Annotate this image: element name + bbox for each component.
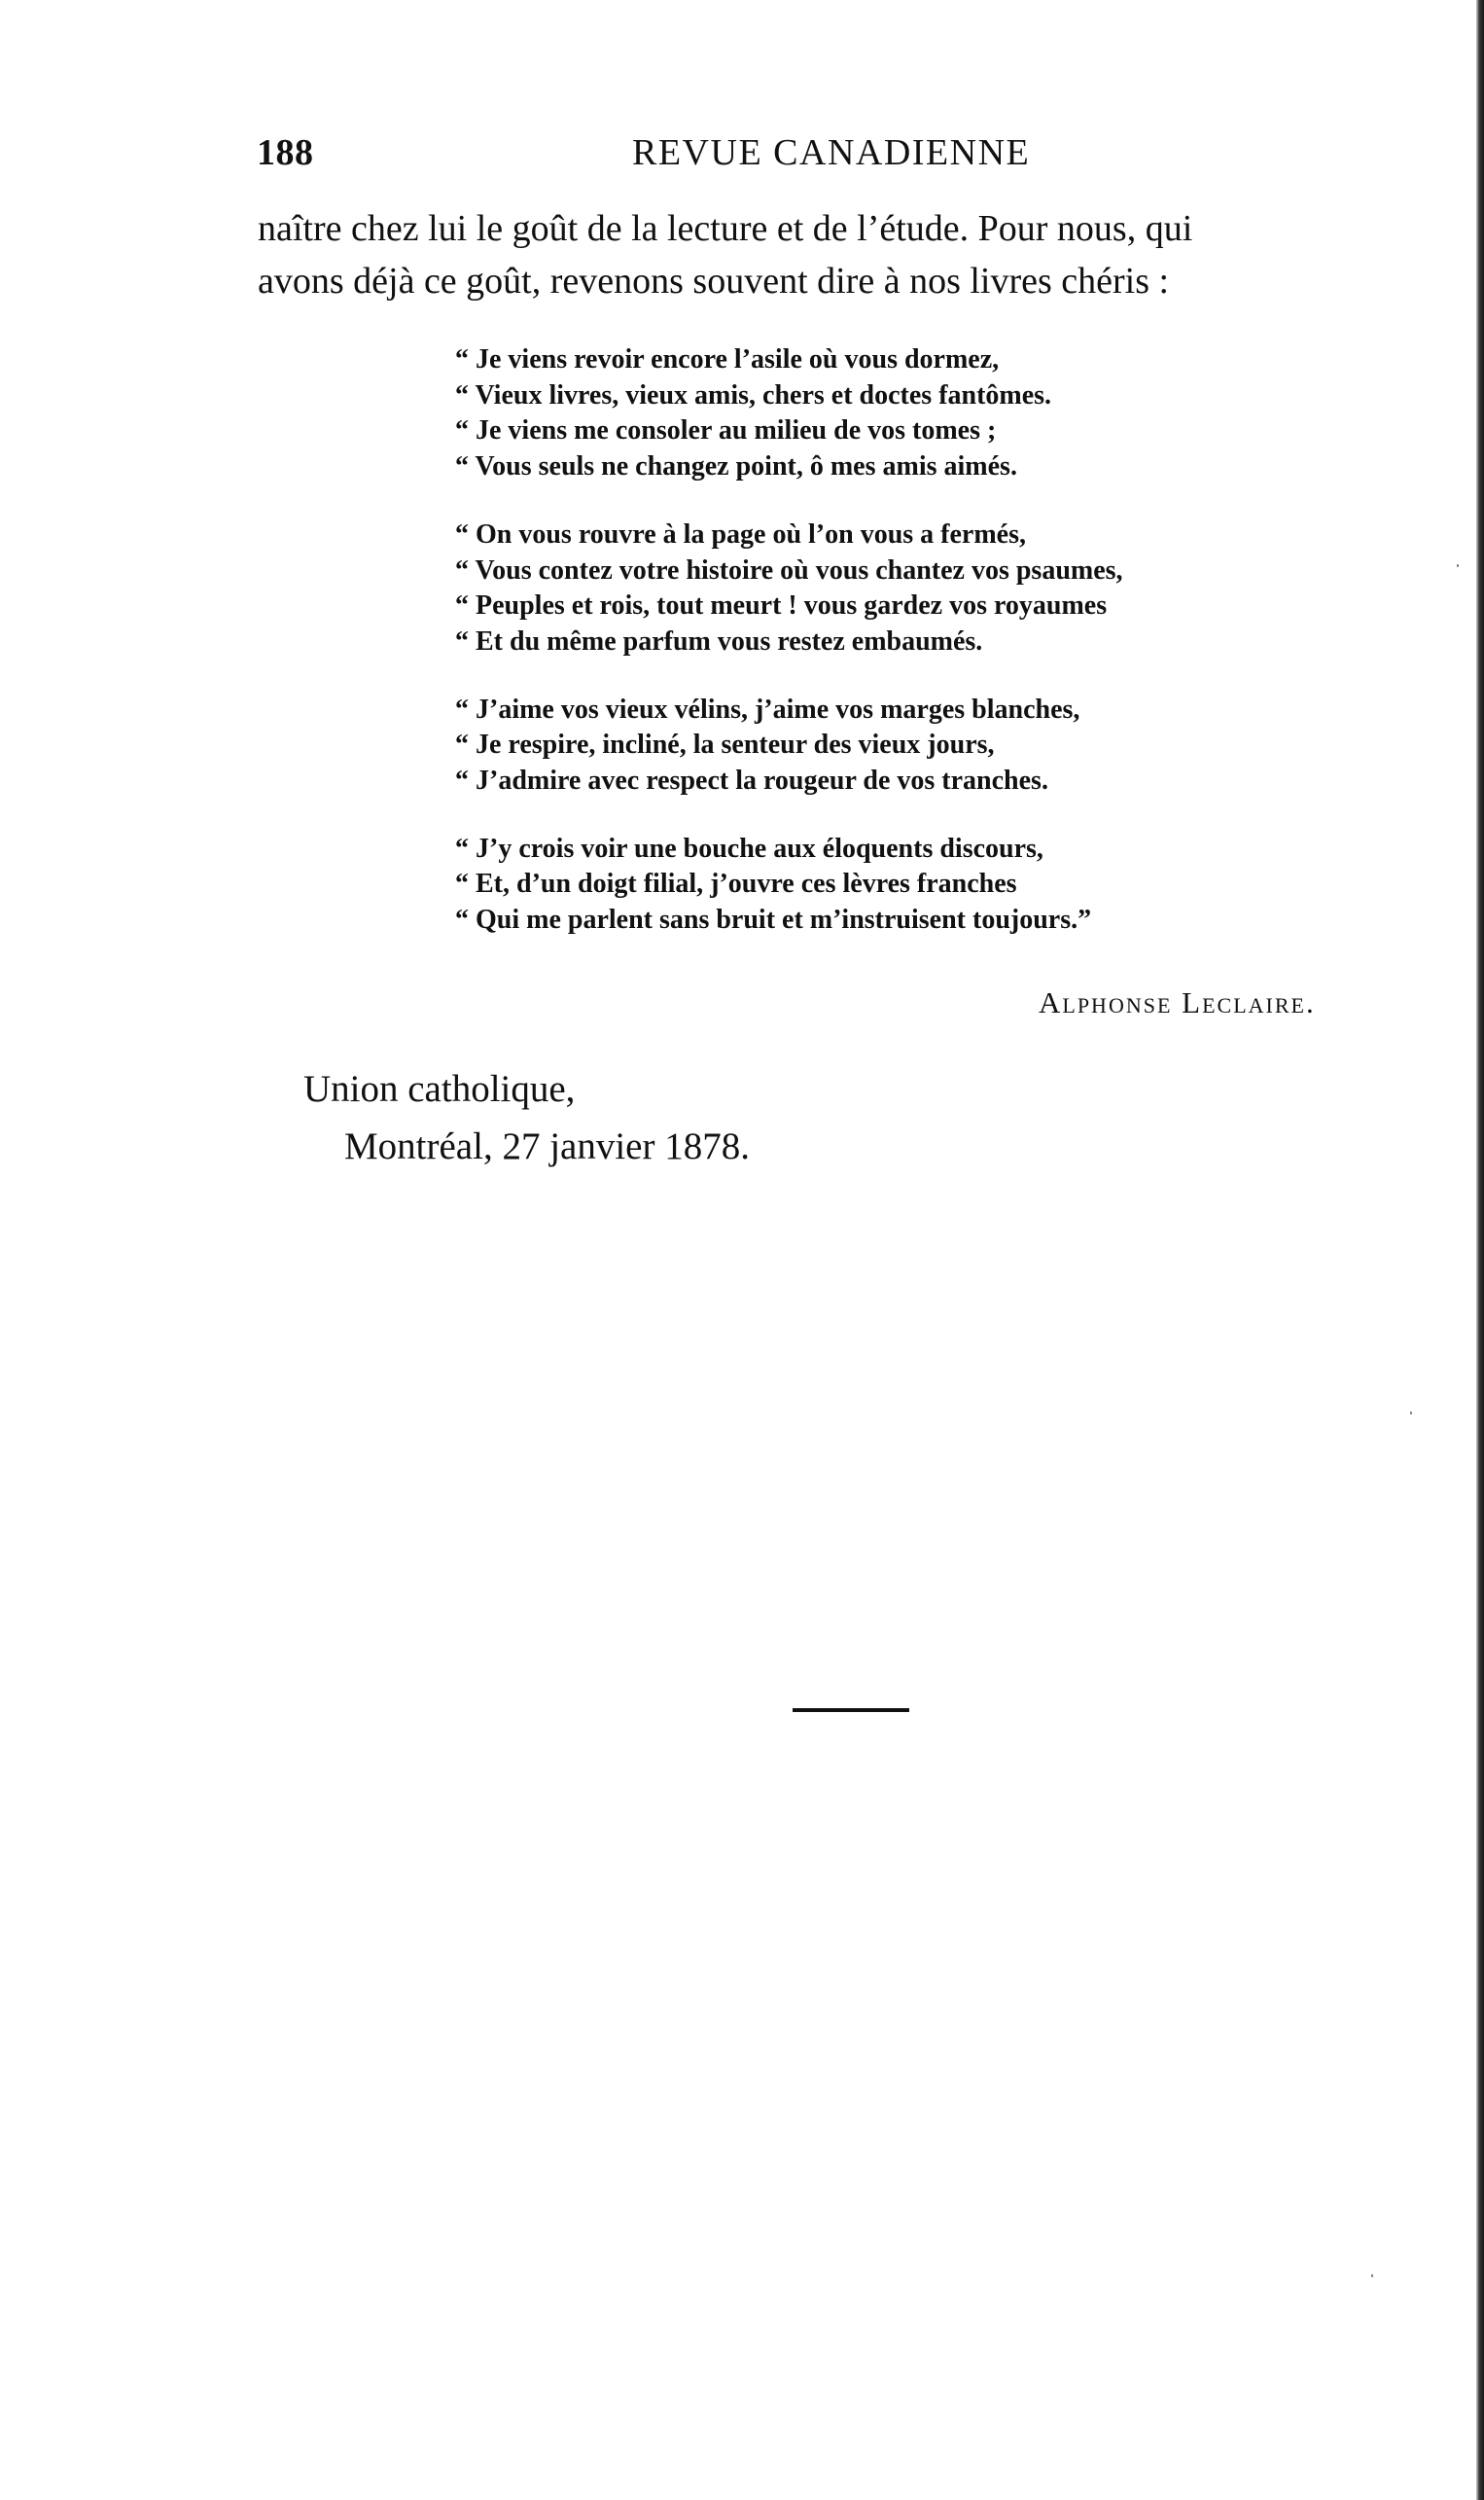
page-number: 188 — [257, 132, 314, 173]
poem — [455, 342, 1123, 971]
poem-stanza-3 — [455, 693, 1123, 800]
end-rule-divider — [793, 1708, 909, 1712]
poem-verse: “ Qui me parlent sans bruit et m’instruisent toujours.” — [455, 905, 1092, 936]
poem-stanza-2 — [455, 518, 1123, 661]
poem-verse: “ J’aime vos vieux vélins, j’aime vos marges blanches, — [455, 694, 1080, 725]
poem-verse: “ Vous seuls ne changez point, ô mes amis aimés. — [455, 451, 1017, 482]
page-edge — [1476, 0, 1484, 2500]
running-head: REVUE CANADIENNE — [632, 132, 1031, 173]
prose-line: naître chez lui le goût de la lecture et de l’étude. Pour nous, qui — [258, 208, 1193, 249]
print-speck — [1371, 2274, 1373, 2277]
poem-verse: “ Et du même parfum vous restez embaumés. — [455, 625, 983, 657]
poem-verse: “ Je viens me consoler au milieu de vos tomes ; — [455, 415, 997, 446]
poem-stanza-4 — [455, 832, 1123, 939]
prose-line: avons déjà ce goût, revenons souvent dire à nos livres chéris : — [258, 261, 1170, 302]
poem-verse: “ J’y crois voir une bouche aux éloquents discours, — [455, 833, 1043, 864]
poem-verse: “ Vous contez votre histoire où vous chantez vos psaumes, — [455, 554, 1123, 586]
dateline-publication: Union catholique, — [303, 1068, 576, 1110]
poem-verse: “ Peuples et rois, tout meurt ! vous gardez vos royaumes — [455, 590, 1108, 622]
poem-stanza-1 — [455, 342, 1123, 485]
prose-paragraph — [258, 202, 1415, 307]
poem-verse: “ Je respire, incliné, la senteur des vieux jours, — [455, 730, 995, 761]
print-speck — [1457, 564, 1459, 567]
poem-verse: “ Et, d’un doigt filial, j’ouvre ces lèvres franches — [455, 869, 1017, 900]
author-signature: Alphonse Leclaire. — [1039, 985, 1316, 1019]
poem-verse: “ Je viens revoir encore l’asile où vous dormez, — [455, 344, 1000, 375]
poem-verse: “ Vieux livres, vieux amis, chers et doctes fantômes. — [455, 379, 1052, 411]
poem-verse: “ J’admire avec respect la rougeur de vos tranches. — [455, 766, 1048, 797]
print-speck — [1410, 1411, 1412, 1414]
poem-verse: “ On vous rouvre à la page où l’on vous a fermés, — [455, 518, 1026, 550]
dateline-place-date: Montréal, 27 janvier 1878. — [344, 1125, 750, 1167]
